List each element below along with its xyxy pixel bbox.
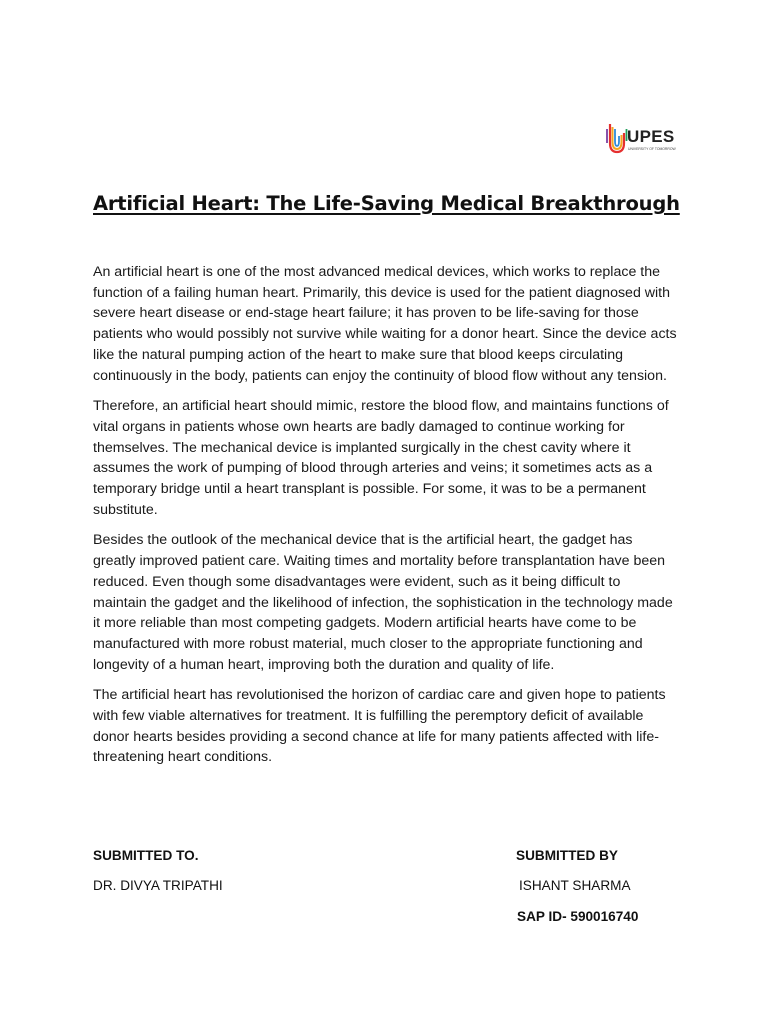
body-paragraph: An artificial heart is one of the most advanced medical devices, which works to replace the function of a failing human heart. Primarily, this device is used for the patient diagnosed with severe heart disease or end-stage heart failure; it has proven to be life-saving for those patients who would possibly not survive while waiting for a donor heart. Since the device acts like the natural pumping action of the heart to make sure that blood keeps circulating continuously in the body, patients can enjoy the continuity of blood flow without any tension. <box>93 264 677 384</box>
logo-emblem-icon <box>607 124 627 152</box>
submitted-to-label: SUBMITTED TO. <box>93 848 199 863</box>
document-title: Artificial Heart: The Life-Saving Medical Breakthrough <box>93 192 680 215</box>
body-paragraph: The artificial heart has revolutionised the horizon of cardiac care and given hope to patients with few viable alternatives for treatment. It is fulfilling the peremptory deficit of available donor hearts besides providing a second chance at life for many patients affected with life-threatening heart conditions. <box>93 687 666 766</box>
submitted-by-name: ISHANT SHARMA <box>519 878 631 893</box>
logo-wordmark: UPES <box>627 127 675 146</box>
body-paragraph: Besides the outlook of the mechanical device that is the artificial heart, the gadget has greatly improved patient care. Waiting times and mortality before transplantation have been reduced. Even though some disadvantages were evident, such as it being difficult to maintain the gadget and the likelihood of infection, the sophistication in the technology made it more reliable than most competing gadgets. Modern artificial hearts have come to be manufactured with more robust material, much closer to the appropriate functioning and longevity of a human heart, improving both the duration and quality of life. <box>93 532 673 673</box>
logo-tagline: UNIVERSITY OF TOMORROW <box>628 147 676 151</box>
body-paragraph: Therefore, an artificial heart should mimic, restore the blood flow, and maintains functions of vital organs in patients whose own hearts are badly damaged to continue working for themselves. The mechanical device is implanted surgically in the chest cavity where it assumes the work of pumping of blood through arteries and veins; it sometimes acts as a temporary bridge until a heart transplant is possible. For some, it was to be a permanent substitute. <box>93 398 669 518</box>
submitted-by-label: SUBMITTED BY <box>516 848 618 863</box>
university-logo <box>604 121 676 155</box>
submitted-to-name: DR. DIVYA TRIPATHI <box>93 878 223 893</box>
document-body <box>93 262 677 778</box>
sap-id: SAP ID- 590016740 <box>517 909 639 924</box>
